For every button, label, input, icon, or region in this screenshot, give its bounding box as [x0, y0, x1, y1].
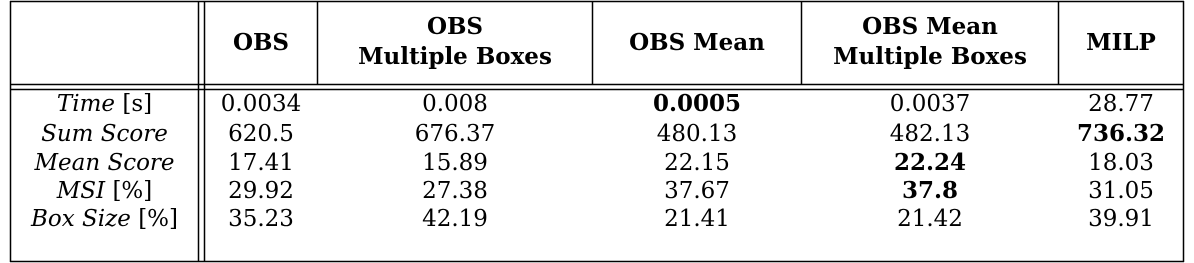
table-cell-best: 22.24 [893, 149, 967, 176]
row-label: MSI [%] [56, 178, 153, 204]
table-cell: 28.77 [1088, 91, 1154, 117]
table-cell: 17.41 [228, 150, 294, 176]
table-cell: 482.13 [889, 121, 971, 147]
table-cell: 27.38 [422, 178, 488, 204]
table-cell: 29.92 [228, 178, 294, 204]
column-header: OBS [232, 29, 290, 56]
table-cell: 42.19 [422, 206, 488, 232]
table-cell: 18.03 [1088, 150, 1154, 176]
table-cell: 0.008 [422, 91, 488, 117]
table-cell: 480.13 [656, 121, 738, 147]
table-cell: 35.23 [228, 206, 294, 232]
column-header: MILP [1086, 29, 1156, 56]
row-label: Box Size [%] [31, 206, 178, 232]
table-cell: 39.91 [1088, 206, 1154, 232]
table-cell-best: 736.32 [1076, 120, 1166, 147]
row-label: Mean Score [34, 150, 175, 176]
table-cell: 21.41 [664, 206, 730, 232]
table-cell-best: 37.8 [901, 177, 959, 204]
table-cell: 620.5 [228, 121, 294, 147]
table-cell: 37.67 [664, 178, 730, 204]
table-cell: 22.15 [664, 150, 730, 176]
table-cell: 21.42 [897, 206, 963, 232]
column-header: OBS Multiple Boxes [358, 13, 552, 70]
table-cell: 0.0037 [889, 91, 971, 117]
table-cell-best: 0.0005 [652, 90, 742, 117]
row-label: Time [s] [56, 91, 153, 117]
column-header: OBS Mean [629, 29, 765, 56]
table-cell: 0.0034 [220, 91, 302, 117]
table-cell: 15.89 [422, 150, 488, 176]
column-header: OBS Mean Multiple Boxes [833, 13, 1027, 70]
table-cell: 676.37 [414, 121, 496, 147]
row-label: Sum Score [41, 121, 168, 147]
table-cell: 31.05 [1088, 178, 1154, 204]
